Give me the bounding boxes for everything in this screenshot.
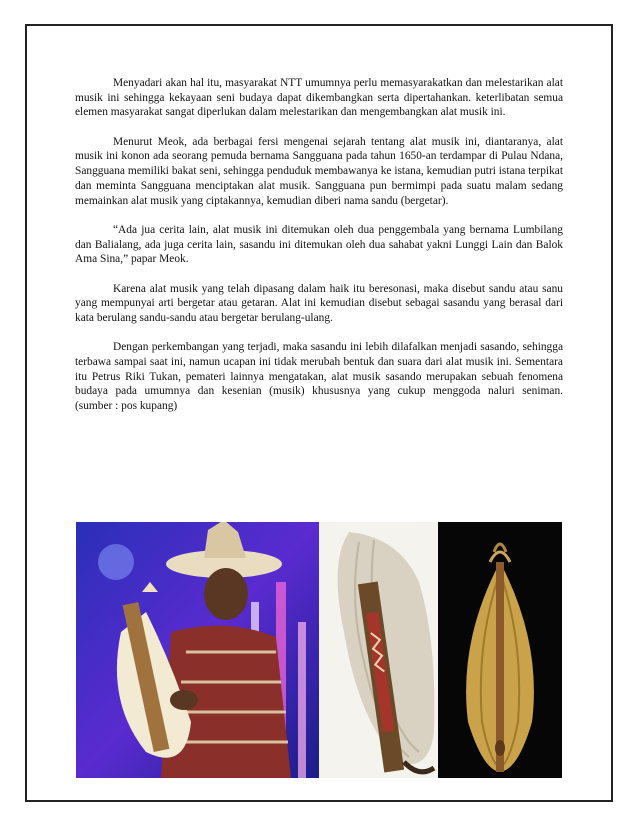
performer-photo [76, 522, 319, 778]
paragraph-5: Dengan perkembangan yang terjadi, maka sasandu ini lebih dilafalkan menjadi sasando, sehingga terbawa sampai saat ini, namun ucapan ini tidak merubah bentuk dan suara dari alat musik ini. Sementara itu Petrus Riki Tukan, pemateri lainnya mengatakan, alat musik sasando merupakan sebuah fenomena budaya pada umumnya dan kesenian (musik) khususnya yang cukup menggoda naluri seniman. [75, 341, 563, 398]
paragraph-3: “Ada jua cerita lain, alat musik ini ditemukan oleh dua penggembala yang bernama Lumbilang dan Balialang, ada juga cerita lain, sasandu ini ditemukan oleh dua sahabat yakni Lunggi Lain dan Balok Ama Sina,” papar Meok. [75, 223, 563, 266]
article-body [75, 76, 563, 414]
sasando-dark-photo [438, 522, 562, 778]
sasando-closeup-photo [319, 522, 438, 778]
source-citation: (sumber : pos kupang) [75, 400, 178, 413]
paragraph-2: Menurut Meok, ada berbagai fersi mengenai sejarah tentang alat musik ini, diantaranya, alat musik ini konon ada seorang pemuda bernama Sangguana pada tahun 1650-an terdampar di Pulau Ndana, Sangguana memiliki bakat seni, sehingga penduduk membawanya ke istana, kemudian putri istana terpikat dan meminta Sangguana menciptakan alat musik. Sangguana pun bermimpi pada suatu malam sedang memainkan alat musik yang ciptakannya, kemudian diberi nama sandu (bergetar). [75, 135, 563, 207]
paragraph-4: Karena alat musik yang telah dipasang dalam haik itu beresonasi, maka disebut sandu atau sanu yang mempunyai arti bergetar atau getaran. Alat ini kemudian disebut sebagai sasandu yang berasal dari kata berulang sandu-sandu atau bergetar berulang-ulang. [75, 282, 563, 324]
sasando-photo-strip [76, 522, 562, 778]
paragraph-1: Menyadari akan hal itu, masyarakat NTT umumnya perlu memasyarakatkan dan melestarikan alat musik ini sehingga kekayaan seni budaya dapat dikembangkan serta dipertahankan. keterlibatan semua elemen masyarakat sangat diperlukan dalam melestarikan dan mengembangkan alat musik ini. [75, 77, 563, 119]
